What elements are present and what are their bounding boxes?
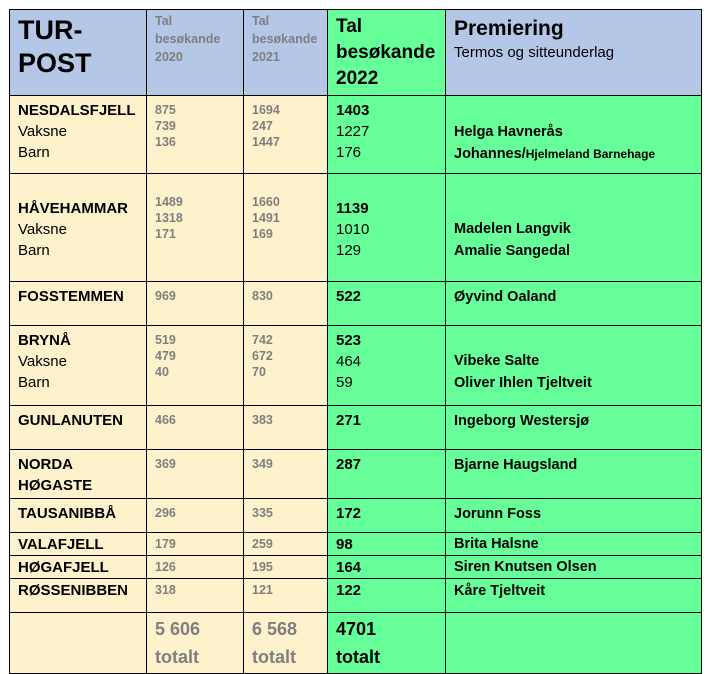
total-value: 4701	[336, 619, 377, 639]
value-2020	[147, 406, 244, 450]
total-label: totalt	[155, 647, 199, 667]
value-2022	[328, 499, 446, 533]
value-vaksne: 464	[336, 353, 362, 370]
table-row	[10, 174, 702, 282]
post-cell	[10, 174, 147, 282]
winner-name	[454, 143, 695, 165]
header-post-line2: POST	[18, 48, 92, 78]
value-barn: 129	[336, 242, 362, 259]
table-row	[10, 406, 702, 450]
value-total: 1139	[336, 200, 369, 217]
value-total: 1694	[252, 103, 280, 117]
value-2020	[147, 450, 244, 499]
value-barn: 136	[155, 135, 176, 149]
value-total: 519	[155, 333, 176, 347]
table-row	[10, 282, 702, 326]
value-barn: 59	[336, 374, 353, 391]
value-total: 98	[336, 536, 353, 553]
value-2020	[147, 556, 244, 579]
post-name: HÅVEHAMMAR	[18, 200, 128, 217]
value-2021	[244, 96, 328, 174]
total-2020	[147, 613, 244, 674]
premiering-subtitle: Termos og sitteunderlag	[454, 44, 615, 61]
premiering-cell	[446, 499, 702, 533]
value-2022	[328, 579, 446, 613]
winner-extra: Hjelmeland Barnehage	[525, 147, 656, 161]
table-row	[10, 556, 702, 579]
winner-name: Vibeke Salte	[454, 353, 540, 369]
value-2022	[328, 174, 446, 282]
value-vaksne: 247	[252, 119, 273, 133]
winner-name: Jorunn Foss	[454, 506, 542, 522]
table-row	[10, 326, 702, 406]
header-2020-l1: Tal	[155, 14, 173, 28]
header-2022-l2: besøkande	[336, 42, 436, 63]
value-2022	[328, 533, 446, 556]
header-tur-post	[10, 10, 147, 96]
value-barn: 176	[336, 144, 362, 161]
value-total: 122	[336, 582, 362, 599]
header-row	[10, 10, 702, 96]
header-premiering	[446, 10, 702, 96]
value-2020	[147, 499, 244, 533]
value-2022	[328, 326, 446, 406]
value-2020	[147, 174, 244, 282]
header-2022-l1: Tal	[336, 16, 363, 37]
value-2021	[244, 579, 328, 613]
value-total: 296	[155, 506, 176, 520]
post-cell	[10, 450, 147, 499]
table-row	[10, 579, 702, 613]
winner-name: Madelen Langvik	[454, 221, 571, 237]
header-2021-l2: besøkande	[252, 32, 318, 46]
value-vaksne: 672	[252, 349, 273, 363]
post-cell	[10, 282, 147, 326]
header-2021	[244, 10, 328, 96]
table-row	[10, 533, 702, 556]
post-sub-barn: Barn	[18, 242, 50, 259]
value-total: 742	[252, 333, 273, 347]
value-total: 121	[252, 583, 273, 597]
totals-label-cell	[10, 613, 147, 674]
value-total: 318	[155, 583, 176, 597]
value-total: 287	[336, 456, 362, 473]
value-2021	[244, 556, 328, 579]
value-2020	[147, 579, 244, 613]
post-cell	[10, 406, 147, 450]
value-2022	[328, 96, 446, 174]
post-name: GUNLANUTEN	[18, 412, 123, 429]
post-name: RØSSENIBBEN	[18, 582, 129, 599]
value-total: 1489	[155, 195, 183, 209]
premiering-cell	[446, 556, 702, 579]
total-label: totalt	[336, 647, 380, 667]
post-name: NESDALSFJELL	[18, 102, 136, 119]
value-total: 335	[252, 506, 273, 520]
value-total: 195	[252, 560, 273, 574]
value-barn: 1447	[252, 135, 280, 149]
value-2022	[328, 406, 446, 450]
post-name: FOSSTEMMEN	[18, 288, 124, 305]
value-total: 522	[336, 288, 362, 305]
value-total: 349	[252, 457, 273, 471]
winner-name: Siren Knutsen Olsen	[454, 559, 597, 575]
post-cell	[10, 533, 147, 556]
value-total: 126	[155, 560, 176, 574]
premiering-cell	[446, 579, 702, 613]
value-total: 969	[155, 289, 176, 303]
table-row	[10, 96, 702, 174]
table-row	[10, 450, 702, 499]
premiering-cell	[446, 96, 702, 174]
value-2021	[244, 282, 328, 326]
total-value: 6 568	[252, 619, 298, 639]
winner-name: Helga Havnerås	[454, 124, 563, 140]
header-2022	[328, 10, 446, 96]
post-sub-barn: Barn	[18, 144, 50, 161]
premiering-cell	[446, 326, 702, 406]
header-2020-l3: 2020	[155, 50, 183, 64]
total-2022	[328, 613, 446, 674]
value-vaksne: 479	[155, 349, 176, 363]
winner-name: Ingeborg Westersjø	[454, 413, 590, 429]
header-2020	[147, 10, 244, 96]
post-cell	[10, 499, 147, 533]
value-barn: 40	[155, 365, 169, 379]
post-cell	[10, 96, 147, 174]
post-name: TAUSANIBBÅ	[18, 505, 117, 522]
post-name: HØGAFJELL	[18, 559, 109, 576]
post-cell	[10, 579, 147, 613]
value-total: 271	[336, 412, 362, 429]
value-2021	[244, 174, 328, 282]
total-2021	[244, 613, 328, 674]
value-total: 875	[155, 103, 176, 117]
total-value: 5 606	[155, 619, 201, 639]
post-sub-vaksne: Vaksne	[18, 221, 67, 238]
total-label: totalt	[252, 647, 296, 667]
value-2021	[244, 450, 328, 499]
value-total: 164	[336, 559, 362, 576]
post-name: VALAFJELL	[18, 536, 104, 553]
value-total: 1660	[252, 195, 280, 209]
value-vaksne: 1010	[336, 221, 370, 238]
post-name: BRYNÅ	[18, 332, 71, 349]
premiering-cell	[446, 450, 702, 499]
value-total: 830	[252, 289, 273, 303]
value-2020	[147, 96, 244, 174]
value-2022	[328, 450, 446, 499]
value-total: 369	[155, 457, 176, 471]
winner-name: Bjarne Haugsland	[454, 457, 578, 473]
winner-name: Kåre Tjeltveit	[454, 583, 546, 599]
value-total: 179	[155, 537, 176, 551]
post-sub-vaksne: Vaksne	[18, 353, 67, 370]
header-2022-l3: 2022	[336, 68, 379, 89]
value-2020	[147, 282, 244, 326]
totals-row	[10, 613, 702, 674]
premiering-cell	[446, 406, 702, 450]
post-cell	[10, 326, 147, 406]
post-name-line2: HØGASTE	[18, 477, 93, 494]
winner-name: Brita Halsne	[454, 536, 539, 552]
winner-name: Øyvind Oaland	[454, 289, 557, 305]
value-total: 259	[252, 537, 273, 551]
winner-name: Amalie Sangedal	[454, 243, 571, 259]
value-2021	[244, 406, 328, 450]
premiering-cell	[446, 174, 702, 282]
value-vaksne: 1227	[336, 123, 370, 140]
premiering-cell	[446, 533, 702, 556]
winner-first: Johannes/	[454, 146, 526, 162]
value-total: 383	[252, 413, 273, 427]
visitor-table	[9, 9, 702, 674]
value-2020	[147, 326, 244, 406]
value-barn: 171	[155, 227, 176, 241]
post-sub-vaksne: Vaksne	[18, 123, 67, 140]
value-total: 523	[336, 332, 362, 349]
premiering-cell	[446, 282, 702, 326]
value-2021	[244, 499, 328, 533]
value-total: 466	[155, 413, 176, 427]
header-post-line1: TUR-	[18, 15, 83, 45]
value-barn: 70	[252, 365, 266, 379]
premiering-title: Premiering	[454, 17, 564, 40]
value-2021	[244, 326, 328, 406]
value-vaksne: 1318	[155, 211, 183, 225]
value-total: 172	[336, 505, 362, 522]
header-2020-l2: besøkande	[155, 32, 221, 46]
value-2020	[147, 533, 244, 556]
value-vaksne: 1491	[252, 211, 280, 225]
value-2022	[328, 556, 446, 579]
value-barn: 169	[252, 227, 273, 241]
header-2021-l1: Tal	[252, 14, 270, 28]
post-name: NORDA	[18, 456, 73, 473]
value-2022	[328, 282, 446, 326]
post-cell	[10, 556, 147, 579]
table-row	[10, 499, 702, 533]
value-vaksne: 739	[155, 119, 176, 133]
header-2021-l3: 2021	[252, 50, 280, 64]
value-2021	[244, 533, 328, 556]
post-sub-barn: Barn	[18, 374, 50, 391]
winner-name: Oliver Ihlen Tjeltveit	[454, 375, 592, 391]
totals-premiering-cell	[446, 613, 702, 674]
value-total: 1403	[336, 102, 370, 119]
